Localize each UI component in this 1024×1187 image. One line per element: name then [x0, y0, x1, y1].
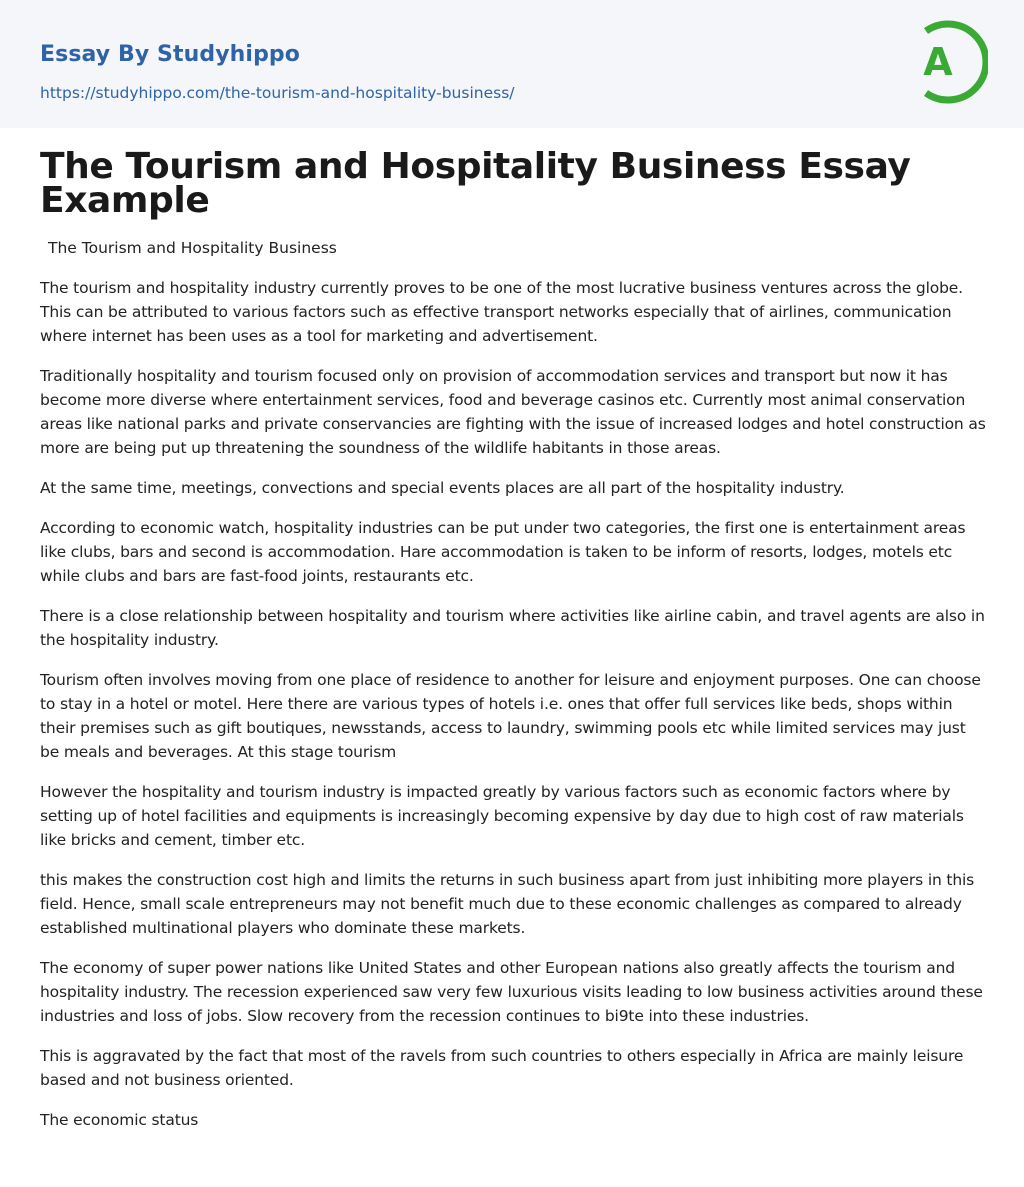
- essay-paragraph: This is aggravated by the fact that most of the ravels from such countries to others especially in Africa are mainly leisure based and not business oriented.: [40, 1047, 964, 1089]
- essay-title: The Tourism and Hospitality Business Essay Example: [40, 146, 911, 221]
- page-header: [0, 0, 1024, 128]
- brand-title[interactable]: Essay By Studyhippo: [40, 42, 300, 67]
- source-url-link[interactable]: https://studyhippo.com/the-tourism-and-hospitality-business/: [40, 84, 515, 102]
- essay-paragraph: The economic status: [40, 1111, 199, 1129]
- logo-letter: A: [923, 40, 953, 84]
- essay-paragraph: However the hospitality and tourism industry is impacted greatly by various factors such as economic factors where by setting up of hotel facilities and equipments is increasingly becoming expensive by day due to high cost of raw materials like bricks and cement, timber etc.: [40, 783, 964, 849]
- essay-subtitle: The Tourism and Hospitality Business: [48, 239, 337, 257]
- essay-paragraph: Traditionally hospitality and tourism focused only on provision of accommodation services and transport but now it has become more diverse where entertainment services, food and beverage casinos etc. Currently most animal conservation areas like national parks and private conservancies are fighting with the issue of increased lodges and hotel construction as more are being put up threatening the soundness of the wildlife habitants in those areas.: [40, 367, 986, 457]
- essay-paragraph: The tourism and hospitality industry currently proves to be one of the most lucrative business ventures across the globe. This can be attributed to various factors such as effective transport networks especially that of airlines, communication where internet has been uses as a tool for marketing and advertisement.: [40, 279, 963, 345]
- essay-paragraph: At the same time, meetings, convections and special events places are all part of the hospitality industry.: [40, 479, 845, 497]
- essay-paragraph: The economy of super power nations like United States and other European nations also greatly affects the tourism and hospitality industry. The recession experienced saw very few luxurious visits leading to low business activities around these industries and loss of jobs. Slow recovery from the recession continues to bi9te into these industries.: [40, 959, 983, 1025]
- essay-paragraph: According to economic watch, hospitality industries can be put under two categories, the first one is entertainment areas like clubs, bars and second is accommodation. Hare accommodation is taken to be inform of resorts, lodges, motels etc while clubs and bars are fast-food joints, restaurants etc.: [40, 519, 966, 585]
- essay-paragraph: Tourism often involves moving from one place of residence to another for leisure and enjoyment purposes. One can choose to stay in a hotel or motel. Here there are various types of hotels i.e. ones that offer full services like beds, shops within their premises such as gift boutiques, newsstands, access to laundry, swimming pools etc while limited services may just be meals and beverages. At this stage tourism: [40, 671, 981, 761]
- essay-paragraph: this makes the construction cost high and limits the returns in such business apart from just inhibiting more players in this field. Hence, small scale entrepreneurs may not benefit much due to these economic challenges as compared to already established multinational players who dominate these markets.: [40, 871, 975, 937]
- essay-paragraph: There is a close relationship between hospitality and tourism where activities like airline cabin, and travel agents are also in the hospitality industry.: [40, 607, 985, 649]
- studyhippo-logo-icon[interactable]: [908, 17, 988, 107]
- essay-content: [40, 146, 986, 1132]
